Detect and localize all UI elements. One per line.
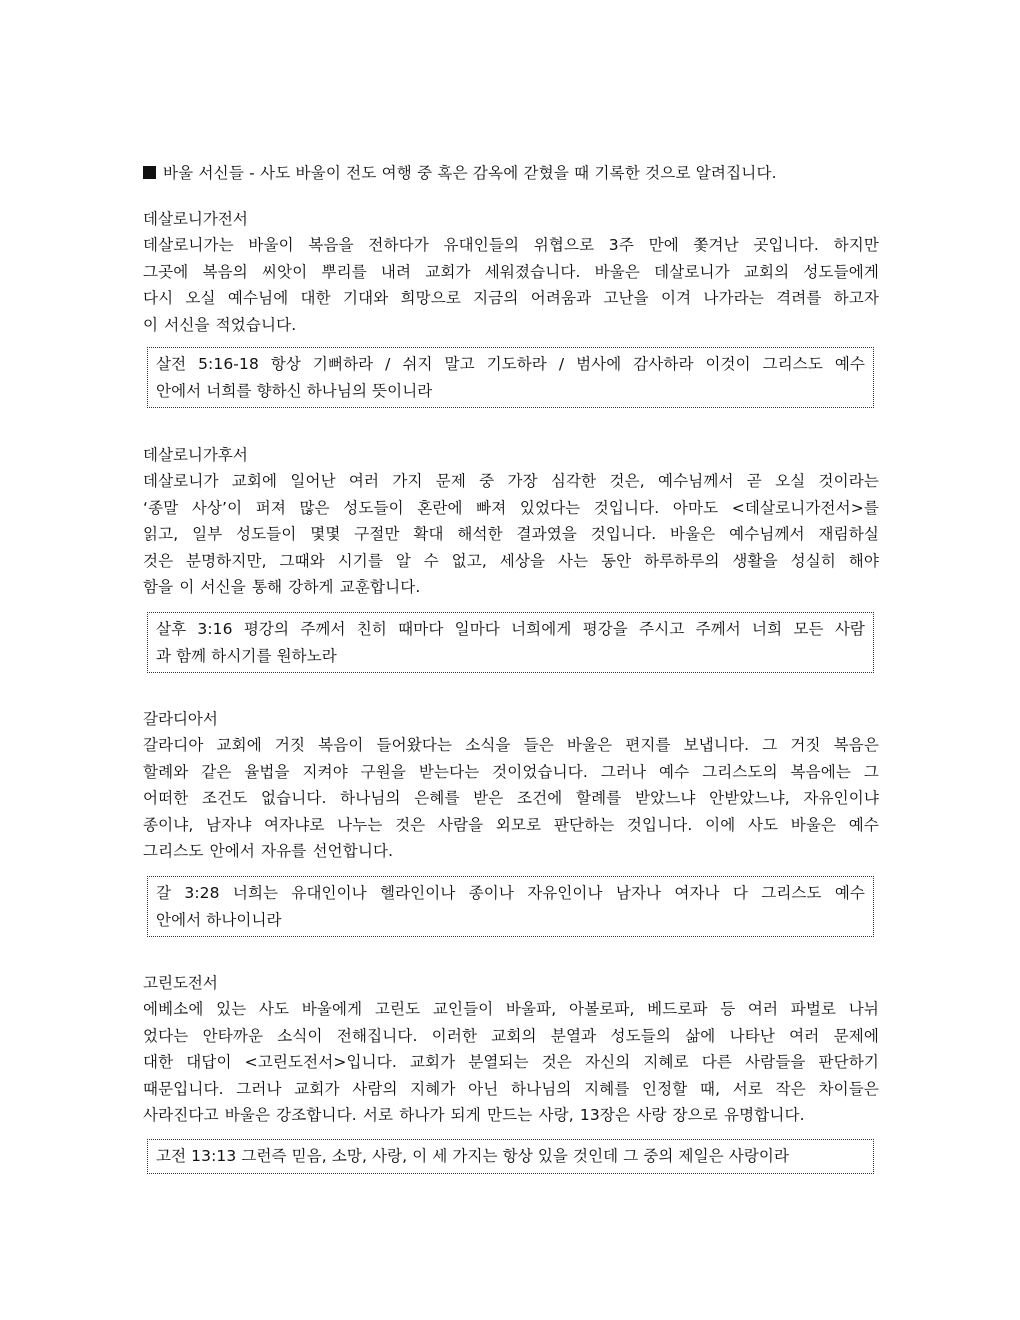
- verse-line: 살후 3:16 평강의 주께서 친히 때마다 일마다 너희에게 평강을 주시고 주께서 너희 모든 사람: [156, 620, 865, 638]
- body-line: 이 서신을 적었습니다.: [143, 315, 297, 334]
- section-title: 데살로니가후서: [143, 446, 248, 464]
- black-square-bullet-icon: [143, 166, 156, 179]
- body-line: 데살로니가는 바울이 복음을 전하다가 유대인들의 위협으로 3주 만에 쫓겨난 곳입니다. 하지만: [143, 236, 879, 254]
- section-body: [143, 996, 879, 1129]
- body-line: 읽고, 일부 성도들이 몇몇 구절만 확대 해석한 결과였을 것입니다. 바울은 예수님께서 재림하실: [143, 525, 879, 543]
- verse-line: 과 함께 하시기를 원하노라: [156, 646, 337, 665]
- body-line: 사라진다고 바울은 강조합니다. 서로 하나가 되게 만드는 사랑, 13장은 사랑 장으로 유명합니다.: [143, 1106, 805, 1124]
- section-galatians: [143, 706, 879, 865]
- body-line: 데살로니가 교회에 일어난 여러 가지 문제 중 가장 심각한 것은, 예수님께서 곧 오실 것이라는: [143, 472, 879, 490]
- verse-line: 안에서 너희를 향하신 하나님의 뜻이니라: [156, 381, 433, 400]
- section-body: [143, 468, 879, 601]
- section-body: [143, 232, 879, 338]
- section-1-thessalonians: [143, 206, 879, 338]
- intro-text: 바울 서신들 - 사도 바울이 전도 여행 중 혹은 감옥에 갇혔을 때 기록한 것으로 알려집니다.: [163, 164, 777, 182]
- verse-box-2-thessalonians: [147, 612, 874, 673]
- section-2-thessalonians: [143, 442, 879, 601]
- body-line: 다시 오실 예수님에 대한 기대와 희망으로 지금의 어려움과 고난을 이겨 나가라는 격려를 하고자: [143, 289, 879, 307]
- section-title: 데살로니가전서: [143, 210, 248, 228]
- verse-line: 갈 3:28 너희는 유대인이나 헬라인이나 종이나 자유인이나 남자나 여자나 다 그리스도 예수: [156, 884, 865, 902]
- body-line: 때문입니다. 그러나 교회가 사람의 지혜가 아닌 하나님의 지혜를 인정할 때, 서로 작은 차이들은: [143, 1079, 879, 1098]
- body-line: 것은 분명하지만, 그때와 시기를 알 수 없고, 세상을 사는 동안 하루하루의 생활을 성실히 해야: [143, 551, 879, 570]
- verse-line: 살전 5:16-18 항상 기뻐하라 / 쉬지 말고 기도하라 / 범사에 감사하라 이것이 그리스도 예수: [156, 355, 865, 373]
- body-line: ‘종말 사상’이 퍼져 많은 성도들이 혼란에 빠져 있었다는 것입니다. 아마도 <데살로니가전서>를: [143, 498, 879, 517]
- body-line: 그리스도 안에서 자유를 선언합니다.: [143, 842, 394, 860]
- body-line: 할례와 같은 율법을 지켜야 구원을 받는다는 것이었습니다. 그러나 예수 그리스도의 복음에는 그: [143, 762, 879, 781]
- verse-box-1-corinthians: [147, 1139, 874, 1174]
- body-line: 에베소에 있는 사도 바울에게 고린도 교인들이 바울파, 아볼로파, 베드로파 등 여러 파벌로 나뉘: [143, 1000, 879, 1018]
- section-title: 갈라디아서: [143, 710, 218, 728]
- body-line: 었다는 안타까운 소식이 전해집니다. 이러한 교회의 분열과 성도들의 삶에 나타난 여러 문제에: [143, 1026, 879, 1045]
- verse-line: 안에서 하나이니라: [156, 910, 282, 929]
- body-line: 대한 대답이 <고린도전서>입니다. 교회가 분열되는 것은 자신의 지혜로 다른 사람들을 판단하기: [143, 1053, 879, 1071]
- body-line: 어떠한 조건도 없습니다. 하나님의 은혜를 받은 조건에 할례를 받았느냐 안받았느냐, 자유인이냐: [143, 789, 879, 807]
- body-line: 갈라디아 교회에 거짓 복음이 들어왔다는 소식을 들은 바울은 편지를 보냅니다. 그 거짓 복음은: [143, 736, 879, 754]
- section-title: 고린도전서: [143, 974, 218, 992]
- intro-line: [143, 160, 777, 186]
- verse-box-galatians: [147, 876, 874, 937]
- verse-line: 고전 13:13 그런즉 믿음, 소망, 사랑, 이 세 가지는 항상 있을 것인데 그 중의 제일은 사랑이라: [156, 1147, 790, 1165]
- section-body: [143, 732, 879, 865]
- body-line: 종이냐, 남자냐 여자냐로 나누는 것은 사람을 외모로 판단하는 것입니다. 이에 사도 바울은 예수: [143, 815, 879, 834]
- body-line: 함을 이 서신을 통해 강하게 교훈합니다.: [143, 578, 421, 596]
- body-line: 그곳에 복음의 씨앗이 뿌리를 내려 교회가 세워졌습니다. 바울은 데살로니가 교회의 성도들에게: [143, 262, 879, 281]
- verse-box-1-thessalonians: [147, 347, 874, 408]
- section-1-corinthians: [143, 970, 879, 1129]
